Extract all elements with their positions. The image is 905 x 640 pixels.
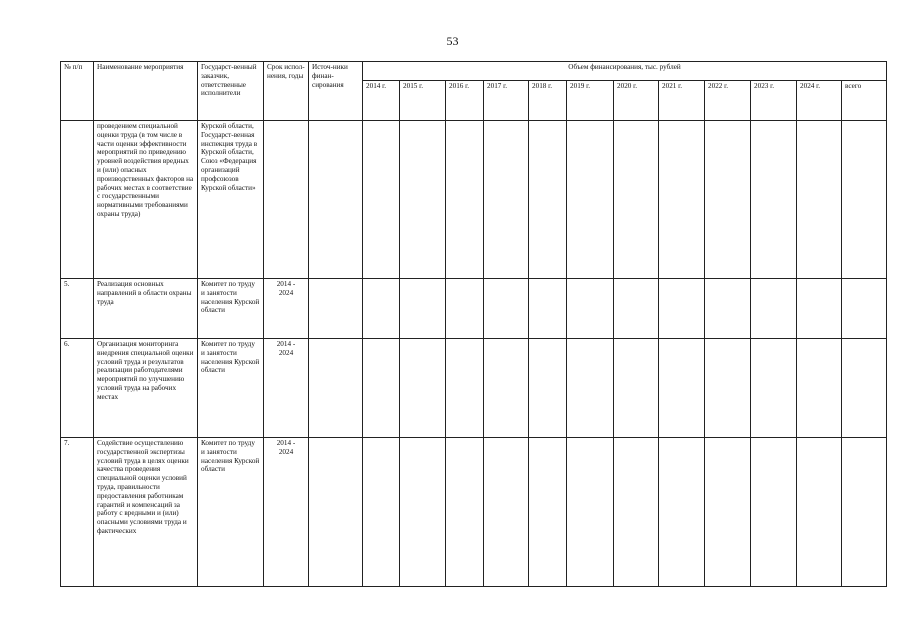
header-row: [61, 62, 887, 81]
year-header: 2017 г.: [484, 81, 529, 121]
row-num: [61, 121, 94, 279]
row-term: 2014 - 2024: [264, 339, 309, 438]
funding-table: [60, 61, 887, 587]
table-row: [61, 121, 887, 279]
row-term: 2014 - 2024: [264, 438, 309, 587]
row-term: 2014 - 2024: [264, 279, 309, 339]
row-term: [264, 121, 309, 279]
row-source: [309, 339, 363, 438]
row-num: 6.: [61, 339, 94, 438]
col-funding-header: Объем финансирования, тыс. рублей: [363, 62, 887, 81]
row-customer: Комитет по труду и занятости населения Курской области: [198, 339, 264, 438]
table-row: [61, 438, 887, 587]
year-header: 2018 г.: [529, 81, 567, 121]
row-source: [309, 438, 363, 587]
table-row: [61, 279, 887, 339]
page-number: 53: [446, 34, 459, 48]
year-header: 2020 г.: [614, 81, 659, 121]
year-header: 2022 г.: [705, 81, 751, 121]
row-name: Реализация основных направлений в области охраны труда: [94, 279, 198, 339]
year-header: 2019 г.: [567, 81, 614, 121]
col-num-header: № п/п: [61, 62, 94, 121]
year-header: 2023 г.: [751, 81, 797, 121]
year-header: 2015 г.: [400, 81, 446, 121]
year-header: 2024 г.: [797, 81, 842, 121]
row-num: 5.: [61, 279, 94, 339]
row-name: проведением специальной оценки труда (в том числе в части оценки эффективности мероприятий по приведению уровней воздействия вредных и (или) опасных производственных факторов на рабочих местах в соответствие с государственными нормативными требованиями охраны труда): [94, 121, 198, 279]
col-source-header: Источ-ники финан-сирования: [309, 62, 363, 121]
col-name-header: Наименование мероприятия: [94, 62, 198, 121]
col-term-header: Срок испол-нения, годы: [264, 62, 309, 121]
row-customer: Курской области, Государст-венная инспекция труда в Курской области, Союз «Федерация организаций профсоюзов Курской области»: [198, 121, 264, 279]
col-customer-header: Государст-венный заказчик, ответственные исполнители: [198, 62, 264, 121]
year-header: всего: [842, 81, 887, 121]
row-customer: Комитет по труду и занятости населения Курской области: [198, 279, 264, 339]
year-header: 2014 г.: [363, 81, 400, 121]
row-num: 7.: [61, 438, 94, 587]
row-customer: Комитет по труду и занятости населения Курской области: [198, 438, 264, 587]
row-source: [309, 121, 363, 279]
year-header: 2021 г.: [659, 81, 705, 121]
row-source: [309, 279, 363, 339]
table-row: [61, 339, 887, 438]
year-header: 2016 г.: [446, 81, 484, 121]
row-name: Содействие осуществлению государственной экспертизы условий труда в целях оценки качества проведения специальной оценки условий труда, правильности предоставления работникам гарантий и компенсаций за работу с вредными и (или) опасными условиями труда и фактических: [94, 438, 198, 587]
row-name: Организация мониторинга внедрения специальной оценки условий труда и результатов реализации работодателями мероприятий по улучшению условий труда на рабочих местах: [94, 339, 198, 438]
